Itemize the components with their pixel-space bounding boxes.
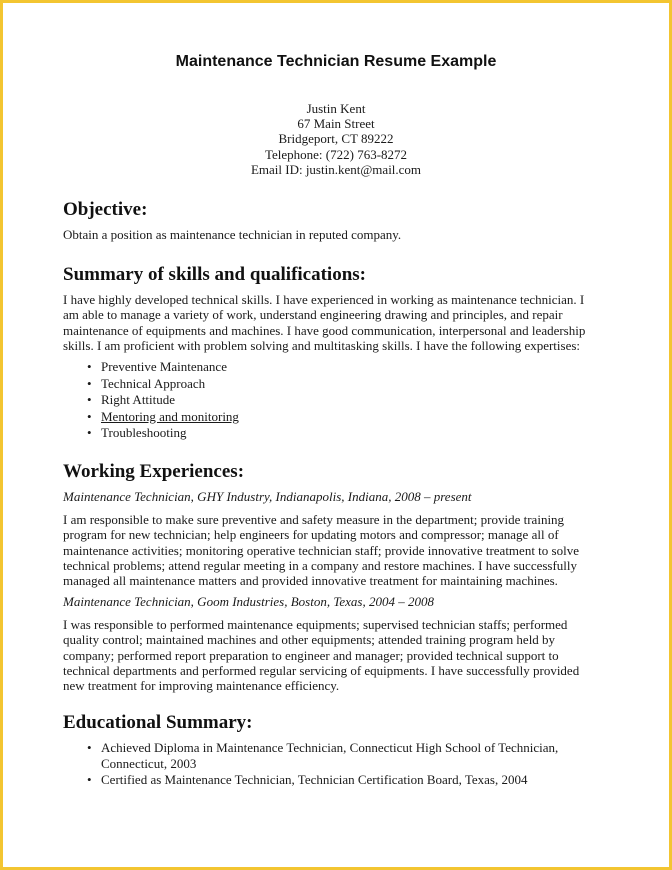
page-title: Maintenance Technician Resume Example [175, 53, 497, 70]
paragraph-line: technical departments and performed regular servicing of equipments. I have successfully provided [63, 662, 580, 678]
job-description [63, 617, 603, 693]
paragraph-line: maintenance of equipments and machines. I have good communication, interpersonal and leadership [63, 322, 586, 338]
contact-email: Email ID: justin.kent@mail.com [250, 161, 422, 177]
job-role: Maintenance Technician, Goom Industries, Boston, Texas, 2004 – 2008 [63, 594, 434, 609]
contact-block [3, 101, 669, 177]
contact-city: Bridgeport, CT 89222 [278, 131, 394, 147]
objective-text: Obtain a position as maintenance technician in reputed company. [63, 227, 402, 242]
resume-page [3, 3, 669, 867]
bullet: • [87, 359, 92, 374]
education-heading: Educational Summary: [63, 712, 253, 733]
bullet: • [87, 772, 92, 788]
paragraph-line: technical problems; attend regular meeting in a company and restore machines. I have successfully [63, 557, 578, 573]
list-item: • Right Attitude [87, 392, 176, 408]
bullet: • [87, 425, 92, 441]
bullet: • [87, 408, 92, 424]
skills-heading: Summary of skills and qualifications: [63, 264, 366, 285]
paragraph-line: new treatment for improving maintenance efficiency. [63, 678, 340, 694]
list-item: • Certified as Maintenance Technician, Technician Certification Board, Texas, 2004 [87, 772, 528, 788]
list-item: Connecticut, 2003 [101, 755, 197, 771]
bullet: • [87, 392, 92, 408]
list-item: • Mentoring and monitoring [87, 408, 239, 424]
bullet: • [87, 740, 92, 755]
contact-telephone: Telephone: (722) 763-8272 [264, 146, 408, 162]
education-list [63, 740, 558, 789]
paragraph-line: program for new technician; help engineers for updating motors and compressor; manage all of [63, 527, 559, 543]
paragraph-line: I am responsible to make sure preventive and safety measure in the department; provide training [63, 512, 565, 527]
paragraph-line: quality control; maintained machines and other equipments; attended training program held by [63, 632, 556, 648]
paragraph-line: company; performed report preparation to engineer and manager; provided technical support to [63, 647, 559, 663]
list-item: • Troubleshooting [87, 425, 187, 441]
list-item: • Achieved Diploma in Maintenance Technician, Connecticut High School of Technician, [87, 740, 559, 755]
contact-name: Justin Kent [306, 101, 366, 116]
paragraph-line: I was responsible to performed maintenance equipments; supervised technician staffs; performed [63, 617, 568, 632]
job-description [63, 512, 603, 588]
objective-heading: Objective: [63, 199, 148, 220]
paragraph-line: skills. I am proficient with problem solving and multitasking skills. I have the following expertises: [63, 337, 581, 353]
list-item: • Technical Approach [87, 375, 206, 391]
skills-paragraph [63, 292, 603, 353]
work-heading: Working Experiences: [63, 461, 245, 482]
paragraph-line: am able to manage a variety of work, understand engineering drawing and principles, and repair [63, 307, 563, 323]
paragraph-line: maintenance activities; monitoring operative technician staff; provide innovative treatment to solve [63, 542, 579, 558]
contact-street: 67 Main Street [297, 116, 375, 132]
list-item: • Preventive Maintenance [87, 359, 227, 374]
paragraph-line: I have highly developed technical skills. I have experienced in working as maintenance technician. I [63, 292, 585, 307]
job-role: Maintenance Technician, GHY Industry, Indianapolis, Indiana, 2008 – present [63, 489, 472, 504]
bullet: • [87, 375, 92, 391]
paragraph-line: managed all maintenance matters and provided innovative treatment for maintaining machines. [63, 573, 558, 589]
skills-list [63, 359, 239, 442]
